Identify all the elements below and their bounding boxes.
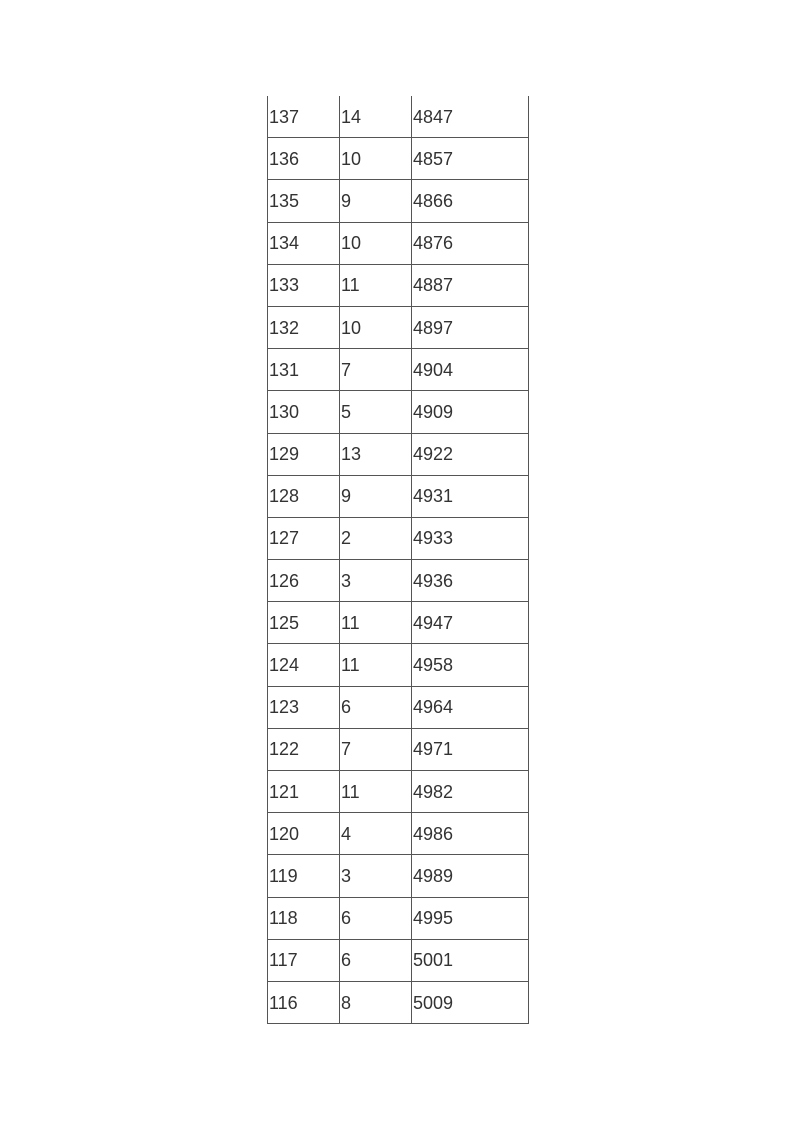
table-row (268, 349, 529, 391)
table-row (268, 981, 529, 1023)
table-cell-score: 133 (268, 264, 340, 306)
table-cell-count: 6 (340, 686, 412, 728)
table-row (268, 813, 529, 855)
table-row (268, 644, 529, 686)
table-row (268, 475, 529, 517)
table-cell-score: 136 (268, 138, 340, 180)
table-cell-score: 130 (268, 391, 340, 433)
table-cell-cumulative: 4876 (412, 222, 529, 264)
table-cell-cumulative: 4936 (412, 560, 529, 602)
table-row (268, 855, 529, 897)
table-row (268, 222, 529, 264)
table-cell-cumulative: 4958 (412, 644, 529, 686)
table-cell-cumulative: 4995 (412, 897, 529, 939)
table-cell-count: 6 (340, 897, 412, 939)
table-row (268, 96, 529, 138)
table-cell-score: 126 (268, 560, 340, 602)
score-table-body (268, 96, 529, 1024)
table-row (268, 686, 529, 728)
table-row (268, 180, 529, 222)
table-cell-count: 9 (340, 475, 412, 517)
table-cell-count: 14 (340, 96, 412, 138)
table-cell-score: 124 (268, 644, 340, 686)
table-cell-score: 116 (269, 992, 298, 1013)
table-cell-cumulative: 4989 (412, 855, 529, 897)
table-cell-cumulative: 4887 (412, 264, 529, 306)
table-row (268, 306, 529, 348)
table-cell-cumulative: 4909 (412, 391, 529, 433)
table-cell-score: 131 (268, 349, 340, 391)
table-cell-score: 127 (268, 517, 340, 559)
table-row (268, 728, 529, 770)
table-cell-count: 10 (340, 138, 412, 180)
table-cell-count: 10 (340, 222, 412, 264)
table-cell-cumulative: 4982 (412, 771, 529, 813)
table-row (268, 264, 529, 306)
table-cell-count: 11 (340, 771, 412, 813)
table-row (268, 517, 529, 559)
table-cell-cumulative: 4904 (412, 349, 529, 391)
table-cell-count: 5 (340, 391, 412, 433)
table-cell-score: 119 (268, 855, 340, 897)
table-cell-score: 121 (268, 771, 340, 813)
table-cell-score: 117 (268, 939, 340, 981)
table-cell-score: 134 (268, 222, 340, 264)
table-cell-score: 125 (268, 602, 340, 644)
table-row (268, 433, 529, 475)
table-cell-cumulative: 4986 (412, 813, 529, 855)
table-row (268, 771, 529, 813)
table-cell-cumulative: 4964 (412, 686, 529, 728)
table-cell-count: 10 (340, 306, 412, 348)
table-cell-score: 132 (268, 306, 340, 348)
table-cell-count: 3 (340, 560, 412, 602)
table-row (268, 939, 529, 981)
table-cell-cumulative: 4947 (412, 602, 529, 644)
table-cell-cumulative: 5009 (412, 981, 529, 1023)
table-cell-count: 11 (340, 602, 412, 644)
table-cell-score: 137 (268, 96, 340, 138)
table-cell-cumulative: 4922 (412, 433, 529, 475)
table-cell-cumulative: 4971 (412, 728, 529, 770)
table-cell-cumulative: 4931 (412, 475, 529, 517)
table-cell-count: 7 (340, 349, 412, 391)
table-cell-count: 6 (340, 939, 412, 981)
table-row (268, 897, 529, 939)
table-cell-score: 118 (268, 897, 340, 939)
table-cell-count: 2 (340, 517, 412, 559)
table-cell-count: 11 (340, 264, 412, 306)
table-cell-cumulative: 4847 (412, 96, 529, 138)
table-cell-cumulative: 4933 (412, 517, 529, 559)
table-row (268, 560, 529, 602)
table-cell-score: 122 (268, 728, 340, 770)
table-cell-score: 129 (268, 433, 340, 475)
table-cell-score: 120 (268, 813, 340, 855)
table-row (268, 391, 529, 433)
table-cell-cumulative: 4866 (412, 180, 529, 222)
table-cell-score: 135 (268, 180, 340, 222)
table-cell-cumulative: 5001 (412, 939, 529, 981)
table-cell-cumulative: 4857 (412, 138, 529, 180)
table-cell-count: 3 (340, 855, 412, 897)
table-row (268, 602, 529, 644)
table-cell-count: 9 (340, 180, 412, 222)
table-cell-count: 8 (340, 981, 412, 1023)
score-table (267, 96, 529, 1024)
table-cell-count: 7 (340, 728, 412, 770)
table-row (268, 138, 529, 180)
table-cell-score: 128 (268, 475, 340, 517)
table-cell-count: 13 (340, 433, 412, 475)
table-cell-score: 123 (268, 686, 340, 728)
table-cell-count: 11 (340, 644, 412, 686)
table-cell-cumulative: 4897 (412, 306, 529, 348)
table-cell-count: 4 (340, 813, 412, 855)
